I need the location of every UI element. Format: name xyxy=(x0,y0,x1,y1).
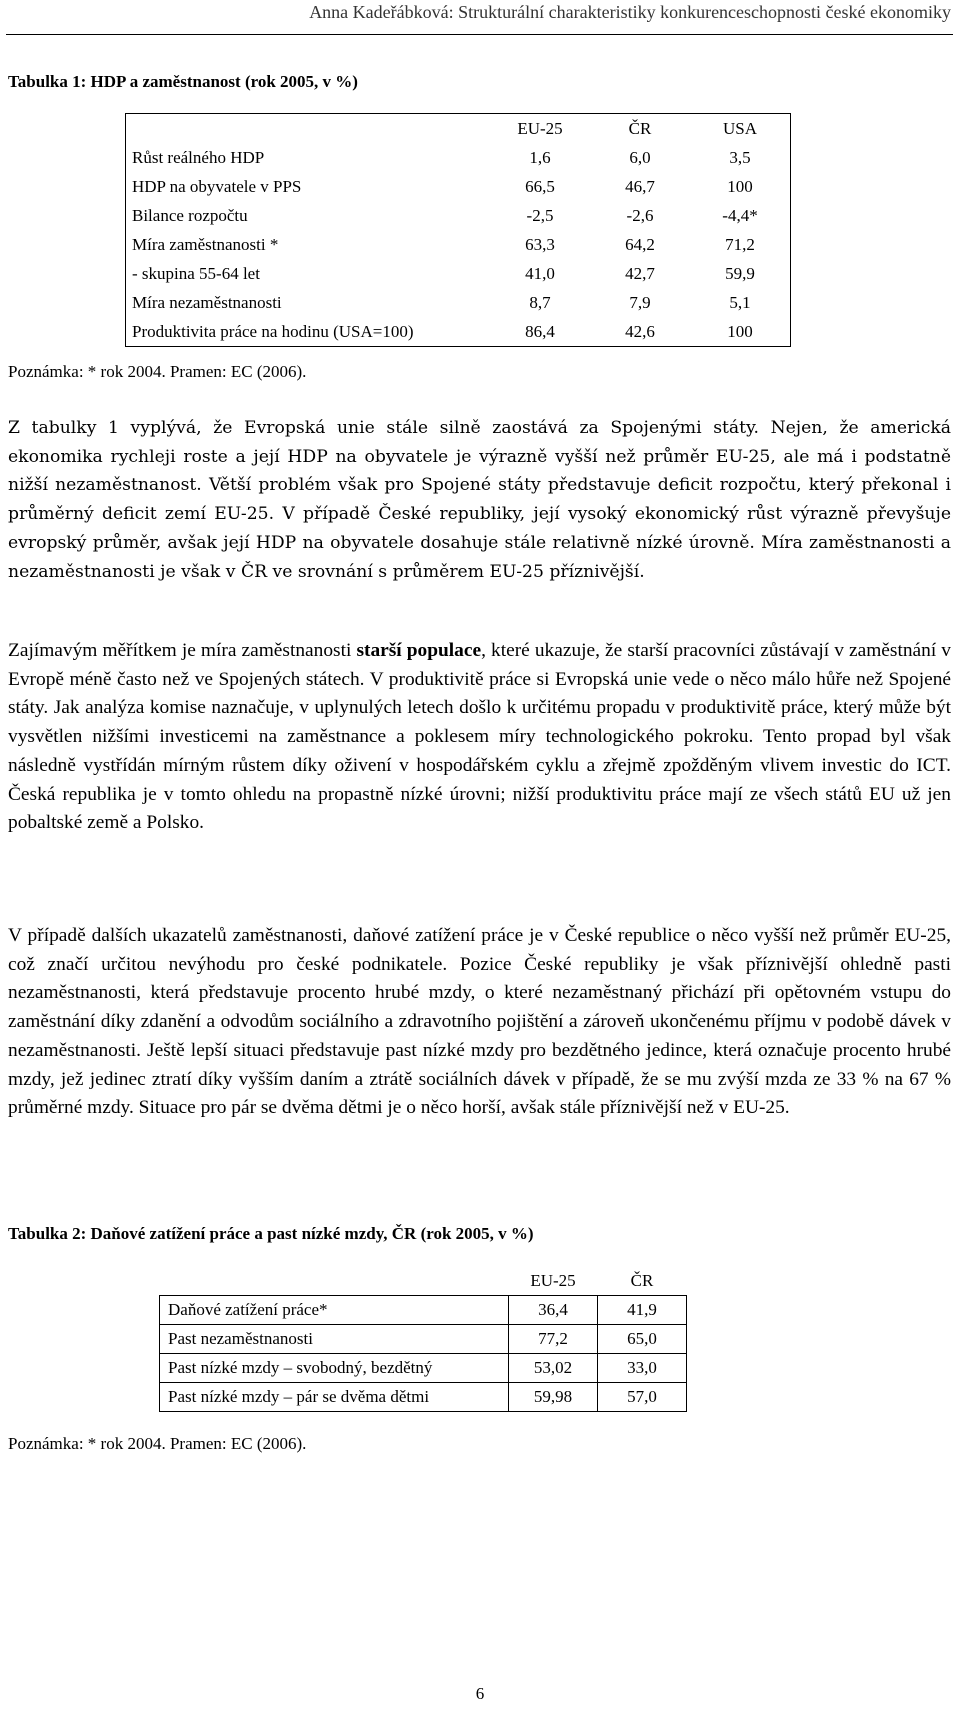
table2 xyxy=(159,1267,687,1412)
cell: 65,0 xyxy=(598,1325,687,1354)
header-rule xyxy=(6,34,953,35)
cell: 86,4 xyxy=(525,321,555,341)
cell: -2,5 xyxy=(526,205,554,225)
cell: 6,0 xyxy=(629,147,651,167)
col-header: EU-25 xyxy=(530,1271,576,1290)
cell: 77,2 xyxy=(509,1325,598,1354)
cell: -2,6 xyxy=(626,205,654,225)
row-label: Bilance rozpočtu xyxy=(132,205,248,225)
row-label: HDP na obyvatele v PPS xyxy=(132,176,302,196)
row-label: Daňové zatížení práce* xyxy=(160,1296,509,1325)
cell: 100 xyxy=(727,176,753,196)
cell: 59,9 xyxy=(725,263,755,283)
col-header: ČR xyxy=(630,1271,654,1290)
row-label: Růst reálného HDP xyxy=(132,147,265,167)
row-label: Past nízké mzdy – pár se dvěma dětmi xyxy=(160,1383,509,1412)
table-row xyxy=(160,1325,687,1354)
cell: 53,02 xyxy=(509,1354,598,1383)
paragraph-2-emphasis: starší populace xyxy=(356,640,482,661)
paragraph-2-text: Zajímavým měřítkem je míra zaměstnanosti xyxy=(8,640,357,661)
table-row xyxy=(160,1296,687,1325)
cell: 41,0 xyxy=(525,263,555,283)
running-header: Anna Kadeřábková: Strukturální charakteristiky konkurenceschopnosti české ekonomiky xyxy=(309,2,951,22)
paragraph-3: V případě dalších ukazatelů zaměstnanosti, daňové zatížení práce je v České republice o něco vyšší než průměr EU-25, což značí určitou nevýhodu pro české podnikatele. Pozice České republiky je však příznivější ohledně pasti nezaměstnanosti, která představuje procento hrubé mzdy, o které nezaměstnaný přichází při opětovném vstupu do zaměstnání díky zdanění a odvodům sociálního a zdravotního pojištění a zároveň ukončenému příjmu v podobě dávek v nezaměstnanosti. Ještě lepší situaci představuje past nízké mzdy pro bezdětného jedince, která označuje procento hrubé mzdy, jež jedinec ztratí díky vyšším daním a ztrátě sociálních dávek v případě, že se mu zvýší mzda ze 33 % na 67 % průměrné mzdy. Situace pro pár se dvěma dětmi je o něco horší, avšak stále příznivější než v EU-25. xyxy=(8,925,951,1119)
table-row xyxy=(126,201,791,230)
paragraph-2-text: , které ukazuje, že starší pracovníci zůstávají v zaměstnání v Evropě méně často než ve Spojených státech. V produktivitě práce si Evropská unie vede o něco málo hůře než Spojené státy. Jak analýza komise naznačuje, v uplynulých letech došlo k určitému propadu v produktivitě práce, který může být vysvětlen nižšími investicemi na zaměstnance a poklesem míry technologického pokroku. Tento propad byl však následně vystřídán mírným růstem díky oživení v hospodářském cyklu a zřejmě zpožděným vlivem investic do ICT. Česká republika je v tomto ohledu na propastně nízké úrovni; nižší produktivitu práce mají ze všech států EU už jen pobaltské země a Polsko. xyxy=(8,640,951,834)
cell: 57,0 xyxy=(598,1383,687,1412)
cell: 7,9 xyxy=(629,292,651,312)
header-blank xyxy=(126,114,491,144)
table1-caption: Tabulka 1: HDP a zaměstnanost (rok 2005, v %) xyxy=(8,72,358,91)
cell: 66,5 xyxy=(525,176,555,196)
table-row xyxy=(160,1383,687,1412)
cell: 36,4 xyxy=(509,1296,598,1325)
row-label: Past nezaměstnanosti xyxy=(160,1325,509,1354)
table-row xyxy=(126,172,791,201)
col-header: USA xyxy=(722,118,757,138)
cell: 42,7 xyxy=(625,263,655,283)
header-blank xyxy=(160,1267,509,1296)
col-header: ČR xyxy=(628,118,652,138)
col-header: EU-25 xyxy=(517,118,563,138)
cell: 46,7 xyxy=(625,176,655,196)
table2-caption: Tabulka 2: Daňové zatížení práce a past nízké mzdy, ČR (rok 2005, v %) xyxy=(8,1224,534,1243)
table1 xyxy=(125,113,791,347)
row-label: Míra zaměstnanosti * xyxy=(132,234,279,254)
table-row xyxy=(126,230,791,259)
table-header-row xyxy=(160,1267,687,1296)
row-label: Produktivita práce na hodinu (USA=100) xyxy=(132,321,414,341)
cell: 59,98 xyxy=(509,1383,598,1412)
cell: -4,4* xyxy=(722,205,758,225)
cell: 71,2 xyxy=(725,234,755,254)
table1-note: Poznámka: * rok 2004. Pramen: EC (2006). xyxy=(8,362,307,381)
cell: 42,6 xyxy=(625,321,655,341)
row-label: Míra nezaměstnanosti xyxy=(132,292,282,312)
table-row xyxy=(126,259,791,288)
table-row xyxy=(160,1354,687,1383)
cell: 100 xyxy=(727,321,753,341)
row-label: Past nízké mzdy – svobodný, bezdětný xyxy=(160,1354,509,1383)
row-label: - skupina 55-64 let xyxy=(132,263,260,283)
cell: 41,9 xyxy=(598,1296,687,1325)
cell: 5,1 xyxy=(729,292,751,312)
cell: 64,2 xyxy=(625,234,655,254)
cell: 8,7 xyxy=(529,292,551,312)
cell: 1,6 xyxy=(529,147,551,167)
cell: 3,5 xyxy=(729,147,751,167)
page-number: 6 xyxy=(475,1684,485,1703)
table2-note: Poznámka: * rok 2004. Pramen: EC (2006). xyxy=(8,1434,307,1453)
paragraph-1: Z tabulky 1 vyplývá, že Evropská unie stále silně zaostává za Spojenými státy. Nejen, že americká ekonomika rychleji roste a její HDP na obyvatele je výrazně vyšší než průměr EU-25, ale má i podstatně nižší nezaměstnanost. Větší problém však pro Spojené státy představuje deficit rozpočtu, který překonal i průměrný deficit zemí EU-25. V případě České republiky, její vysoký ekonomický růst výrazně převyšuje evropský průměr, avšak její HDP na obyvatele dosahuje stále relativně nízké úrovně. Míra zaměstnanosti a nezaměstnanosti je však v ČR ve srovnání s průměrem EU-25 příznivější. xyxy=(8,418,951,582)
table-row xyxy=(126,288,791,317)
table-row xyxy=(126,317,791,347)
cell: 33,0 xyxy=(598,1354,687,1383)
table-row xyxy=(126,143,791,172)
paragraph-2 xyxy=(8,637,951,838)
cell: 63,3 xyxy=(525,234,555,254)
table-header-row xyxy=(126,114,791,144)
